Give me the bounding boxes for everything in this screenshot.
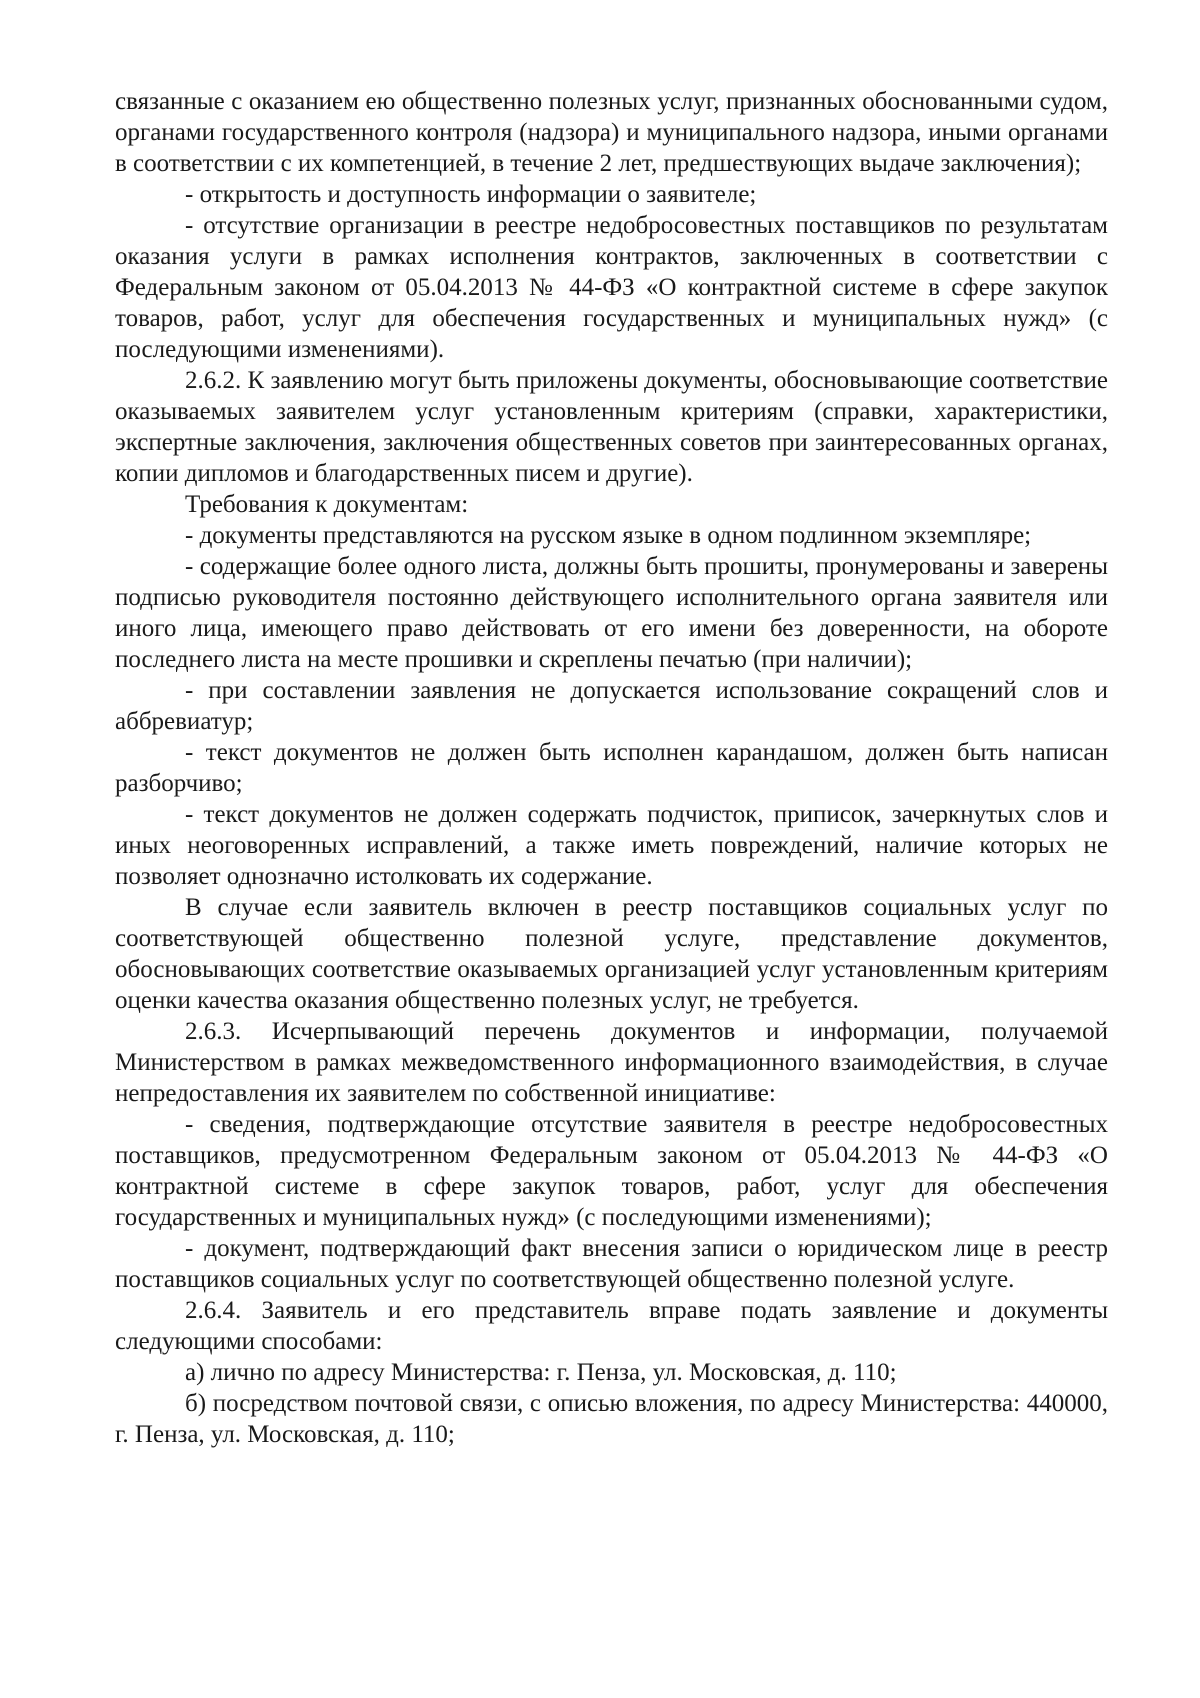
- paragraph: 2.6.2. К заявлению могут быть приложены документы, обосновывающие соответствие оказываемых заявителем услуг установленным критериям (справки, характеристики, экспертные заключения, заключения общественных советов при заинтересованных органах, копии дипломов и благодарственных писем и другие).: [115, 367, 1108, 487]
- paragraph: 2.6.3. Исчерпывающий перечень документов и информации, получаемой Министерством в рамках межведомственного информационного взаимодействия, в случае непредоставления их заявителем по собственной инициативе:: [115, 1018, 1108, 1107]
- paragraph: В случае если заявитель включен в реестр поставщиков социальных услуг по соответствующей общественно полезной услуге, представление документов, обосновывающих соответствие оказываемых организацией услуг установленным критериям оценки качества оказания общественно полезных услуг, не требуется.: [115, 894, 1108, 1014]
- paragraph: - текст документов не должен содержать подчисток, приписок, зачеркнутых слов и иных неоговоренных исправлений, а также иметь повреждений, наличие которых не позволяет однозначно истолковать их содержание.: [115, 801, 1108, 890]
- paragraph: - документы представляются на русском языке в одном подлинном экземпляре;: [185, 522, 1032, 549]
- paragraph: - текст документов не должен быть исполнен карандашом, должен быть написан разборчиво;: [115, 739, 1108, 797]
- paragraph: Требования к документам:: [185, 491, 469, 518]
- paragraph: 2.6.4. Заявитель и его представитель вправе подать заявление и документы следующими способами:: [115, 1297, 1108, 1355]
- paragraph: связанные с оказанием ею общественно полезных услуг, признанных обоснованными судом, органами государственного контроля (надзора) и муниципального надзора, иными органами в соответствии с их компетенцией, в течение 2 лет, предшествующих выдаче заключения);: [115, 88, 1108, 177]
- paragraph: - сведения, подтверждающие отсутствие заявителя в реестре недобросовестных поставщиков, предусмотренном Федеральным законом от 05.04.2013 № 44-ФЗ «О контрактной системе в сфере закупок товаров, работ, услуг для обеспечения государственных и муниципальных нужд» (с последующими изменениями);: [115, 1111, 1108, 1231]
- paragraph: а) лично по адресу Министерства: г. Пенза, ул. Московская, д. 110;: [185, 1359, 897, 1386]
- paragraph: - документ, подтверждающий факт внесения записи о юридическом лице в реестр поставщиков социальных услуг по соответствующей общественно полезной услуге.: [115, 1235, 1108, 1293]
- paragraph: - содержащие более одного листа, должны быть прошиты, пронумерованы и заверены подписью руководителя постоянно действующего исполнительного органа заявителя или иного лица, имеющего право действовать от его имени без доверенности, на обороте последнего листа на месте прошивки и скреплены печатью (при наличии);: [115, 553, 1108, 673]
- paragraph: б) посредством почтовой связи, с описью вложения, по адресу Министерства: 440000, г. Пенза, ул. Московская, д. 110;: [115, 1390, 1108, 1448]
- paragraph: - открытость и доступность информации о заявителе;: [185, 181, 757, 208]
- paragraph: - при составлении заявления не допускается использование сокращений слов и аббревиатур;: [115, 677, 1108, 735]
- paragraph: - отсутствие организации в реестре недобросовестных поставщиков по результатам оказания услуги в рамках исполнения контрактов, заключенных в соответствии с Федеральным законом от 05.04.2013 № 44-ФЗ «О контрактной системе в сфере закупок товаров, работ, услуг для обеспечения государственных и муниципальных нужд» (с последующими изменениями).: [115, 212, 1108, 363]
- document-page: [115, 86, 1108, 1450]
